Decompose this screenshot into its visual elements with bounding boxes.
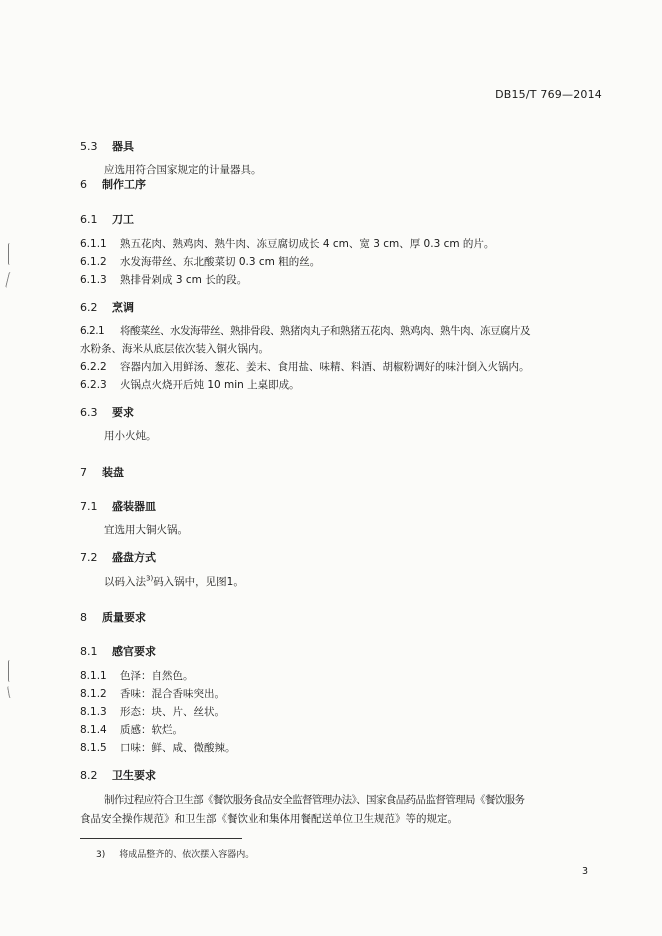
section-8-2-body-line-1: 制作过程应符合卫生部《餐饮服务食品安全监督管理办法》、国家食品药品监督管理局《餐饮服务 [104,794,525,806]
clause-number: 6.2.1 [80,325,105,337]
clause-number: 6.2.2 [80,361,107,373]
clause-text: 将酸菜丝、水发海带丝、熟排骨段、熟猪肉丸子和熟猪五花肉、熟鸡肉、熟牛肉、冻豆腐片及 [120,325,530,337]
clause-number: 8.1.1 [80,670,107,682]
clause-number: 8.1.5 [80,742,107,754]
section-6-heading [80,176,146,192]
clause-8-1-5 [80,740,236,755]
clause-8-1-2 [80,686,225,701]
section-number: 7.1 [80,500,98,513]
footnote-mark: 3) [96,850,106,860]
section-7-2-heading [80,549,156,565]
clause-8-1-4 [80,722,183,737]
body-text: 以码入法 [104,576,146,588]
page-number: 3 [581,866,588,877]
clause-6-2-2 [80,359,530,374]
section-number: 6.2 [80,301,98,314]
section-title: 刀工 [112,213,134,226]
scan-mark [7,686,13,699]
clause-number: 8.1.3 [80,706,107,718]
section-title: 烹调 [112,301,134,314]
clause-number: 6.1.1 [80,238,107,250]
clause-6-2-1 [80,323,530,338]
section-6-2-heading [80,299,134,315]
clause-text: 火锅点火烧开后炖 10 min 上桌即成。 [120,379,300,391]
clause-6-1-2 [80,254,320,269]
clause-number: 6.1.2 [80,256,107,268]
clause-number: 6.1.3 [80,274,107,286]
section-5-3-body: 应选用符合国家规定的计量器具。 [104,164,262,176]
clause-text: 熟五花肉、熟鸡肉、熟牛肉、冻豆腐切成长 4 cm、宽 3 cm、厚 0.3 cm 的片。 [120,238,495,250]
clause-6-1-1 [80,236,494,251]
section-number: 7.2 [80,551,98,564]
clause-text: 质感：软烂。 [120,724,183,736]
clause-number: 6.2.3 [80,379,107,391]
scan-mark [5,272,13,288]
footnote-separator [80,838,242,839]
section-8-heading [80,609,146,625]
section-7-1-heading [80,498,156,514]
scan-mark [8,660,12,682]
clause-6-2-3 [80,377,300,392]
section-title: 盛装器皿 [112,500,156,513]
section-number: 7 [80,466,87,479]
clause-text: 香味：混合香味突出。 [120,688,225,700]
scan-mark [8,243,12,265]
body-text: 码入锅中，见图1。 [153,576,244,588]
section-title: 盛盘方式 [112,551,156,564]
section-number: 6.1 [80,213,98,226]
section-6-3-heading [80,404,134,420]
clause-8-1-3 [80,704,225,719]
section-number: 5.3 [80,140,98,153]
section-8-2-body-line-2: 食品安全操作规范》和卫生部《餐饮业和集体用餐配送单位卫生规范》等的规定。 [80,813,458,825]
section-number: 8 [80,611,87,624]
clause-text: 容器内加入用鲜汤、葱花、姜末、食用盐、味精、料酒、胡椒粉调好的味汁倒入火锅内。 [120,361,530,373]
section-6-1-heading [80,211,134,227]
clause-6-2-1-continued: 水粉条、海米从底层依次装入铜火锅内。 [80,343,269,355]
section-7-2-body [104,574,244,589]
section-title: 装盘 [102,466,124,479]
clause-text: 色泽：自然色。 [120,670,194,682]
document-code: DB15/T 769—2014 [495,88,602,101]
clause-number: 8.1.2 [80,688,107,700]
section-title: 制作工序 [102,178,146,191]
footnote-reference: 3) [146,574,154,583]
section-6-3-body: 用小火炖。 [104,430,157,442]
clause-text: 口味：鲜、咸、微酸辣。 [120,742,236,754]
footnote [96,847,254,860]
clause-8-1-1 [80,668,194,683]
section-8-2-heading [80,767,156,783]
section-5-3-heading [80,138,134,154]
section-number: 8.1 [80,645,98,658]
clause-text: 水发海带丝、东北酸菜切 0.3 cm 粗的丝。 [120,256,321,268]
clause-text: 熟排骨剁成 3 cm 长的段。 [120,274,248,286]
footnote-text: 将成品整齐的、依次摆入容器内。 [119,850,255,860]
section-title: 卫生要求 [112,769,156,782]
clause-number: 8.1.4 [80,724,107,736]
clause-6-1-3 [80,272,247,287]
clause-text: 形态：块、片、丝状。 [120,706,225,718]
section-7-heading [80,464,124,480]
section-8-1-heading [80,643,156,659]
section-title: 要求 [112,406,134,419]
section-number: 6 [80,178,87,191]
section-title: 质量要求 [102,611,146,624]
section-title: 器具 [112,140,134,153]
section-number: 6.3 [80,406,98,419]
section-number: 8.2 [80,769,98,782]
section-title: 感官要求 [112,645,156,658]
section-7-1-body: 宜选用大铜火锅。 [104,524,188,536]
